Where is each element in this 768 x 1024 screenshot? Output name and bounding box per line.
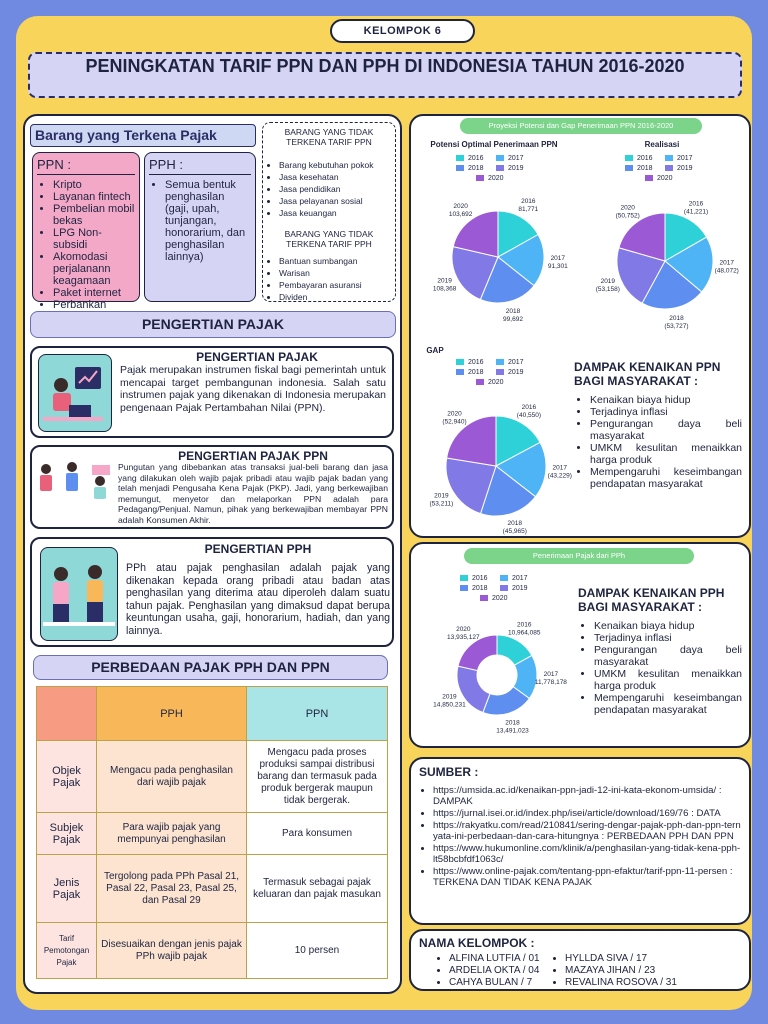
impact-ppn-list (574, 394, 742, 490)
member-name: • ALFINA LUTFIA / 01 (449, 953, 540, 965)
slice-year-label: 2018 (505, 719, 520, 727)
legend-swatch (456, 165, 464, 171)
slice-year-label: 2017 (552, 464, 568, 472)
legend-item (456, 359, 496, 366)
slice-value-label: 81,771 (518, 206, 539, 214)
legend-swatch (496, 155, 504, 161)
members-title: NAMA KELOMPOK : (419, 936, 535, 950)
pph-taxed-item: • Semua bentuk penghasilan (gaji, upah, tunjangan, honorarium, dan penghasilan lainnya) (165, 179, 251, 263)
legend-item (500, 575, 540, 582)
slice-value-label: (45,965) (502, 528, 527, 536)
source-item (433, 820, 741, 842)
impact-pph-item: • Pengurangan daya beli masyarakat (594, 644, 742, 668)
group-label: KELOMPOK 6 (330, 19, 475, 43)
ppn-taxed-title: PPN : (37, 157, 135, 175)
slice-value-label: 99,692 (503, 316, 523, 324)
legend-item (476, 379, 516, 386)
comparison-heading: PERBEDAAN PAJAK PPH DAN PPN (33, 655, 388, 680)
legend-item (625, 155, 665, 162)
untaxed-ppn-heading: BARANG YANG TIDAK TERKENA TARIF PPN (284, 127, 374, 147)
source-link[interactable]: https://www.hukumonline.com/klinik/a/penghasilan-yang-tidak-kena-pph-lt58bcbfdf1063c/ (433, 843, 741, 865)
legend-label: 2019 (508, 165, 524, 172)
slice-value-label: (50,752) (615, 212, 640, 220)
ppn-taxed-box (32, 152, 140, 311)
slice-year-label: 2018 (669, 314, 684, 322)
legend-item (625, 165, 665, 172)
members-panel (409, 929, 751, 991)
row-label: Jenis Pajak (37, 855, 97, 923)
legend-item (476, 175, 516, 182)
impact-pph-title: DAMPAK KENAIKAN PPH BAGI MASYARAKAT : (578, 586, 725, 614)
member-name: • MAZAYA JIHAN / 23 (565, 965, 677, 977)
table-header-pph: PPH (97, 687, 247, 741)
members-col2 (549, 953, 677, 989)
chart-legend (460, 575, 540, 605)
slice-year-label: 2016 (521, 404, 537, 412)
ppn-card (30, 445, 394, 529)
source-note: : DATA (688, 808, 721, 819)
row-pph: Para wajib pajak yang mempunyai penghasilan (97, 813, 247, 855)
untaxed-pph-list (267, 255, 391, 303)
member-name: • HYLLDA SIVA / 17 (565, 953, 677, 965)
pph-taxed-box (144, 152, 256, 302)
source-note: : PERBEDAAN PPH DAN PPN (598, 831, 734, 842)
impact-pph-item: • UMKM kesulitan menaikkan harga produk (594, 668, 742, 692)
chart-title-potensi: Potensi Optimal Penerimaan PPN (430, 140, 558, 149)
impact-ppn-item: • Mempengaruhi keseimbangan pendapatan masyarakat (590, 466, 742, 490)
ppn-illustration (36, 459, 110, 499)
page-title: PENINGKATAN TARIF PPN DAN PPH DI INDONESIA TAHUN 2016-2020 (28, 52, 742, 98)
slice-value-label: (53,158) (595, 285, 620, 293)
source-link[interactable]: https://rakyatku.com/read/210841/sering-dengar-pajak-pph-dan-ppn-ternyata-ini-perbedaan-dan-cara-hitungnya (433, 820, 741, 842)
table-row (37, 855, 388, 923)
pajak-card-title: PENGERTIAN PAJAK (196, 350, 318, 364)
slice-year-label: 2017 (719, 259, 734, 267)
legend-swatch (496, 369, 504, 375)
slice-value-label: 13,491,023 (496, 727, 529, 735)
impact-pph-item: • Terjadinya inflasi (594, 632, 742, 644)
impact-pph (578, 586, 742, 716)
legend-item (496, 369, 536, 376)
slice-value-label: 14,850,231 (433, 701, 466, 709)
slice-year-label: 2016 (517, 621, 532, 629)
legend-item (456, 155, 496, 162)
impact-pph-item: • Mempengaruhi keseimbangan pendapatan masyarakat (594, 692, 742, 716)
slice-year-label: 2020 (447, 410, 462, 418)
sources-list (419, 785, 741, 888)
untaxed-box (262, 122, 396, 302)
legend-label: 2020 (488, 379, 504, 386)
source-link[interactable]: https://umsida.ac.id/kenaikan-ppn-jadi-12-ini-kata-ekonom-umsida/ (433, 785, 717, 796)
member-name: • REVALINA ROSOVA / 31 (565, 977, 677, 989)
legend-item (496, 359, 536, 366)
row-ppn: Mengacu pada proses produksi sampai distribusi barang dan termasuk pada produk bergerak maupun tidak bergerak. (247, 741, 388, 813)
legend-label: 2017 (512, 575, 528, 582)
source-note: : TERKENA DAN TIDAK KENA PAJAK (433, 866, 733, 888)
legend-item (500, 585, 540, 592)
slice-year-label: 2018 (507, 520, 523, 528)
source-item (433, 843, 741, 865)
legend-label: 2020 (492, 595, 508, 602)
comparison-table (36, 686, 388, 979)
ppn-taxed-item: • Layanan fintech (53, 191, 135, 203)
slice-value-label: (43,229) (547, 472, 572, 480)
chart-title-realisasi: Realisasi (644, 140, 680, 149)
legend-swatch (665, 165, 673, 171)
slice-year-label: 2019 (442, 693, 457, 701)
slice-value-label: (53,727) (664, 322, 689, 330)
row-ppn: Termasuk sebagai pajak keluaran dan pajak masukan (247, 855, 388, 923)
pph-card-text: PPh atau pajak penghasilan adalah pajak yang dikenakan kepada orang pribadi atau badan atas penghasilan yang diterima atau diperoleh dalam suatu tahun pajak. Penghasilan yang dimaksud dapat berupa keuntungan usaha, gaji, honorarium, hadiah, dan yang lainnya. (126, 562, 390, 637)
slice-value-label: (52,940) (442, 418, 467, 426)
sources-title: SUMBER : (419, 765, 479, 779)
legend-item (456, 165, 496, 172)
row-ppn: Para konsumen (247, 813, 388, 855)
legend-swatch (500, 585, 508, 591)
pph-caption: Penerimaan Pajak dari PPh (464, 548, 694, 564)
impact-ppn-item: • Pengurangan daya beli masyarakat (590, 418, 742, 442)
untaxed-ppn-item: • Jasa kesehatan (279, 171, 391, 183)
row-pph: Mengacu pada penghasilan dari wajib pajak (97, 741, 247, 813)
legend-label: 2018 (468, 165, 484, 172)
ppn-card-title: PENGERTIAN PAJAK PPN (178, 449, 328, 463)
legend-label: 2019 (512, 585, 528, 592)
row-label: Tarif Pemotongan Pajak (37, 923, 97, 979)
pajak-illustration (38, 354, 112, 432)
slice-value-label: (53,211) (429, 500, 454, 508)
member-name: • CAHYA BULAN / 7 (449, 977, 540, 989)
source-link[interactable]: https://jurnal.isei.or.id/index.php/isei/article/download/169/76 (433, 808, 689, 819)
pph-taxed-title: PPH : (149, 157, 251, 175)
pajak-card (30, 346, 394, 438)
slice-year-label: 2020 (620, 204, 635, 212)
impact-ppn-title: DAMPAK KENAIKAN PPN BAGI MASYARAKAT : (574, 360, 721, 388)
legend-swatch (456, 359, 464, 365)
legend-swatch (625, 155, 633, 161)
pie-chart-pph (415, 615, 580, 745)
table-row (37, 741, 388, 813)
pph-card-title: PENGERTIAN PPH (204, 542, 312, 556)
person-laptop-icon (39, 355, 111, 431)
member-name: • ARDELIA OKTA / 04 (449, 965, 540, 977)
impact-pph-list (578, 620, 742, 716)
table-header-ppn: PPN (247, 687, 388, 741)
slice-value-label: 11,778,178 (534, 679, 567, 687)
legend-label: 2017 (508, 155, 524, 162)
untaxed-pph-item: • Dividen (279, 291, 391, 303)
slice-year-label: 2016 (688, 200, 704, 208)
table-row (37, 923, 388, 979)
untaxed-ppn-item: • Jasa keuangan (279, 207, 391, 219)
slice-value-label: 108,368 (432, 285, 457, 293)
row-label: Objek Pajak (37, 741, 97, 813)
ppn-taxed-item: • Perbankan (53, 299, 135, 311)
legend-label: 2018 (472, 585, 488, 592)
legend-swatch (456, 155, 464, 161)
pie-chart-potensi (420, 195, 570, 325)
row-ppn: 10 persen (247, 923, 388, 979)
row-pph: Tergolong pada PPh Pasal 21, Pasal 22, Pasal 23, Pasal 25, dan Pasal 29 (97, 855, 247, 923)
legend-item (460, 585, 500, 592)
legend-item (456, 369, 496, 376)
slice-year-label: 2017 (543, 671, 559, 679)
legend-swatch (460, 575, 468, 581)
legend-label: 2017 (677, 155, 693, 162)
legend-item (496, 165, 536, 172)
legend-label: 2020 (657, 175, 673, 182)
sources-panel (409, 757, 751, 925)
slice-year-label: 2020 (456, 625, 471, 633)
slice-value-label: 103,692 (448, 211, 473, 219)
legend-swatch (496, 165, 504, 171)
legend-swatch (456, 369, 464, 375)
projection-caption: Proyeksi Potensi dan Gap Penerimaan PPN 2016-2020 (460, 118, 702, 134)
legend-label: 2016 (468, 155, 484, 162)
taxed-goods-heading: Barang yang Terkena Pajak (30, 124, 256, 147)
ppn-taxed-item: • Paket internet (53, 287, 135, 299)
row-pph: Disesuaikan dengan jenis pajak PPh wajib pajak (97, 923, 247, 979)
legend-swatch (480, 595, 488, 601)
untaxed-ppn-item: • Barang kebutuhan pokok (279, 159, 391, 171)
slice-value-label: 13,935,127 (447, 633, 480, 641)
chart-title-gap: GAP (426, 346, 444, 355)
slice-year-label: 2017 (550, 254, 566, 262)
slice-value-label: (48,072) (714, 267, 739, 275)
slice-year-label: 2019 (437, 277, 452, 285)
legend-swatch (625, 165, 633, 171)
pph-card (30, 537, 394, 647)
legend-item (496, 155, 536, 162)
chart-legend (456, 359, 536, 389)
ppn-taxed-item: • LPG Non-subsidi (53, 227, 135, 251)
untaxed-pph-heading: BARANG YANG TIDAK TERKENA TARIF PPH (284, 229, 374, 249)
legend-label: 2019 (508, 369, 524, 376)
source-link[interactable]: https://www.online-pajak.com/tentang-ppn-efaktur/tarif-ppn-11-persen (433, 866, 728, 877)
impact-ppn (574, 360, 742, 490)
impact-ppn-item: • Kenaikan biaya hidup (590, 394, 742, 406)
untaxed-ppn-item: • Jasa pendidikan (279, 183, 391, 195)
legend-swatch (500, 575, 508, 581)
source-note: : DAMPAK (433, 785, 722, 807)
legend-swatch (496, 359, 504, 365)
pajak-card-text: Pajak merupakan instrumen fiskal bagi pemerintah untuk mencapai target pembangunan indonesia. Salah satu instrumen pajak yang dikenakan di Indonesia merupakan pengenaan Pajak Pertambahan Nilai (PPN). (120, 364, 386, 414)
legend-label: 2018 (637, 165, 653, 172)
row-label: Subjek Pajak (37, 813, 97, 855)
people-talking-icon (41, 548, 117, 640)
legend-label: 2016 (637, 155, 653, 162)
chart-legend (456, 155, 536, 185)
legend-swatch (476, 175, 484, 181)
slice-year-label: 2016 (521, 198, 536, 206)
ppn-taxed-list (37, 179, 135, 311)
impact-pph-item: • Kenaikan biaya hidup (594, 620, 742, 632)
legend-item (665, 165, 705, 172)
pph-illustration (40, 547, 118, 641)
slice-year-label: 2018 (505, 308, 521, 316)
legend-label: 2020 (488, 175, 504, 182)
legend-swatch (645, 175, 653, 181)
legend-label: 2016 (472, 575, 488, 582)
legend-swatch (665, 155, 673, 161)
legend-item (480, 595, 520, 602)
table-row (37, 813, 388, 855)
pph-taxed-list (149, 179, 251, 263)
pie-chart-gap (418, 400, 578, 536)
legend-label: 2016 (468, 359, 484, 366)
definitions-heading: PENGERTIAN PAJAK (30, 311, 396, 338)
legend-item (645, 175, 685, 182)
slice-value-label: (41,221) (683, 208, 709, 216)
legend-swatch (460, 585, 468, 591)
legend-swatch (476, 379, 484, 385)
chart-legend (625, 155, 705, 185)
impact-ppn-item: • Terjadinya inflasi (590, 406, 742, 418)
legend-item (460, 575, 500, 582)
legend-item (665, 155, 705, 162)
slice-year-label: 2020 (453, 203, 468, 211)
ppn-taxed-item: • Akomodasi perjalanann keagamaan (53, 251, 135, 287)
slice-year-label: 2019 (600, 277, 616, 285)
slice-value-label: (40,550) (516, 412, 542, 420)
legend-label: 2018 (468, 369, 484, 376)
untaxed-pph-item: • Warisan (279, 267, 391, 279)
ppn-card-text: Pungutan yang dibebankan atas transaksi jual-beli barang dan jasa yang dilakukan oleh wajib pajak pribadi atau wajib pajak badan yang telah menjadi Pengusaha Kena Pajak (PKP). Jadi, yang berkewajiban memungut, menyetor dan melaporkan PPN adalah para Pedagang/Penjual. Namun, pihak yang berkewajiban membayar PPN adalah Konsumen Akhir. (118, 462, 388, 525)
source-item (433, 785, 741, 807)
slice-value-label: 10,964,085 (508, 629, 541, 637)
source-item (433, 866, 741, 888)
slice-value-label: 91,301 (547, 262, 568, 270)
impact-ppn-item: • UMKM kesulitan menaikkan harga produk (590, 442, 742, 466)
pie-chart-realisasi (585, 195, 745, 330)
people-meeting-icon (36, 459, 112, 503)
source-item (433, 808, 741, 819)
ppn-taxed-item: • Kripto (53, 179, 135, 191)
slice-year-label: 2019 (434, 492, 449, 500)
table-corner (37, 687, 97, 741)
untaxed-pph-item: • Bantuan sumbangan (279, 255, 391, 267)
untaxed-ppn-item: • Jasa pelayanan sosial (279, 195, 391, 207)
ppn-taxed-item: • Pembelian mobil bekas (53, 203, 135, 227)
members-col1 (433, 953, 540, 989)
legend-label: 2017 (508, 359, 524, 366)
untaxed-ppn-list (267, 159, 391, 219)
untaxed-pph-item: • Pembayaran asuransi (279, 279, 391, 291)
legend-label: 2019 (677, 165, 693, 172)
